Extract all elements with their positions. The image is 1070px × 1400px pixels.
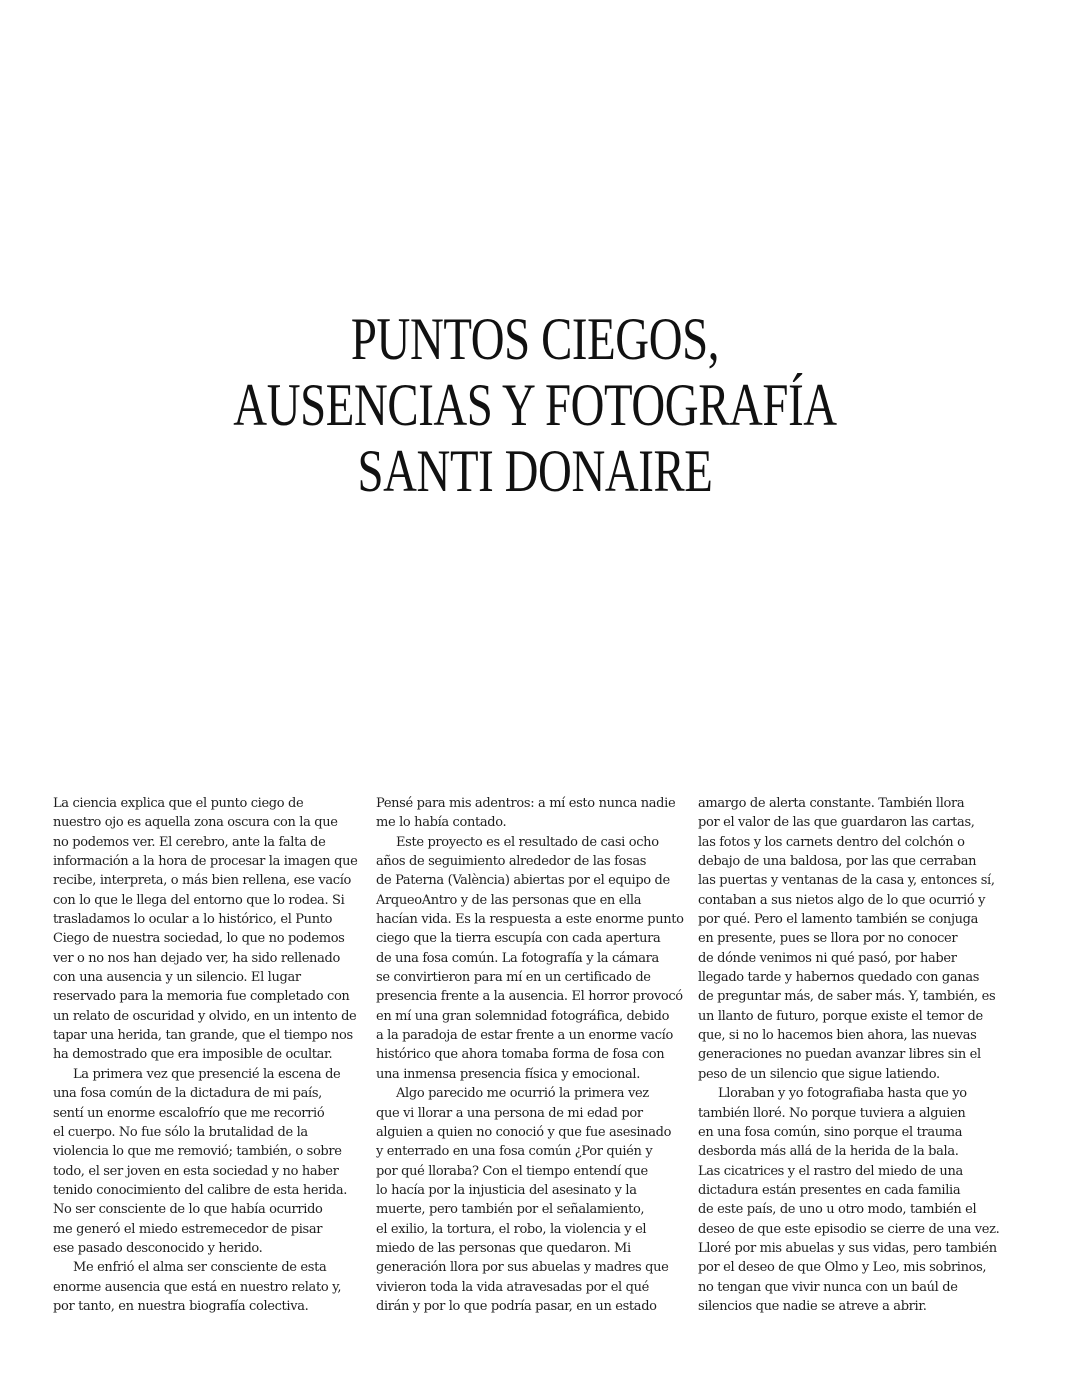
text-line: sentí un enorme escalofrío que me recorrió [53, 1105, 325, 1121]
text-line: violencia lo que me removió; también, o sobre [53, 1144, 342, 1160]
article-column-2 [376, 794, 696, 1316]
text-line: desborda más allá de la herida de la bala. [698, 1144, 959, 1160]
text-line: tenido conocimiento del calibre de esta herida. [53, 1182, 348, 1198]
text-line: una inmensa presencia física y emocional. [376, 1066, 641, 1082]
text-line: La ciencia explica que el punto ciego de [53, 796, 304, 811]
article-column-1 [53, 794, 373, 1316]
text-line: también lloré. No porque tuviera a alguien [698, 1105, 966, 1121]
text-line: un llanto de futuro, porque existe el temor de [698, 1008, 983, 1024]
paragraph-start-line: Este proyecto es el resultado de casi ocho [396, 834, 659, 850]
text-line: reservado para la memoria fue completado con [53, 989, 350, 1005]
text-line: se convirtieron para mí en un certificado de [376, 970, 651, 986]
text-line: vivieron toda la vida atravesadas por el qué [376, 1279, 649, 1295]
text-line: alguien a quien no conoció y que fue asesinado [376, 1124, 672, 1140]
paragraph-start-line: Lloraban y yo fotografiaba hasta que yo [718, 1086, 967, 1102]
title-line: PUNTOS CIEGOS, [350, 306, 720, 372]
text-line: histórico que ahora tomaba forma de fosa con [376, 1047, 665, 1063]
text-line: por el valor de las que guardaron las cartas, [698, 815, 975, 831]
text-line: no podemos ver. El cerebro, ante la falta de [53, 834, 326, 850]
text-line: no tengan que vivir nunca con un baúl de [698, 1279, 958, 1295]
text-line: enorme ausencia que está en nuestro relato y, [53, 1279, 342, 1295]
text-line: llegado tarde y habernos quedado con ganas [698, 970, 980, 986]
text-line: generación llora por sus abuelas y madres que [376, 1260, 669, 1276]
text-line: por el deseo de que Olmo y Leo, mis sobrinos, [698, 1260, 987, 1276]
text-line: las fotos y los carnets dentro del colchón o [698, 834, 965, 850]
text-line: en presente, pues se llora por no conocer [698, 931, 958, 947]
text-line: en una fosa común, sino porque el trauma [698, 1124, 963, 1140]
text-line: el exilio, la tortura, el robo, la violencia y el [376, 1221, 647, 1237]
text-line: las puertas y ventanas de la casa y, entonces sí, [698, 873, 995, 889]
text-line: por qué lloraba? Con el tiempo entendí que [376, 1163, 648, 1179]
text-line: información a la hora de procesar la imagen que [53, 854, 358, 870]
author-name: SANTI DONAIRE [357, 438, 713, 504]
paragraph-start-line: Algo parecido me ocurrió la primera vez [396, 1086, 649, 1102]
text-line: que, si no lo hacemos bien ahora, las nuevas [698, 1028, 977, 1044]
text-line: y enterrado en una fosa común ¿Por quién y [376, 1144, 653, 1160]
text-line: de una fosa común. La fotografía y la cámara [376, 950, 659, 966]
text-line: ha demostrado que era imposible de ocultar. [53, 1047, 333, 1063]
text-line: ciego que la tierra escupía con cada apertura [376, 931, 661, 947]
text-line: miedo de las personas que quedaron. Mi [376, 1240, 631, 1256]
text-line: deseo de que este episodio se cierre de una vez. [698, 1221, 1000, 1237]
title-line: AUSENCIAS Y FOTOGRAFÍA [233, 372, 837, 438]
text-line: ver o no nos han dejado ver, ha sido rellenado [53, 950, 340, 966]
text-line: en mí una gran solemnidad fotográfica, debido [376, 1008, 670, 1024]
page-title [118, 306, 953, 504]
text-line: ese pasado desconocido y herido. [53, 1240, 263, 1256]
text-line: peso de un silencio que sigue latiendo. [698, 1066, 940, 1082]
text-line: debajo de una baldosa, por las que cerraban [698, 854, 977, 870]
text-line: de Paterna (València) abiertas por el equipo de [376, 873, 670, 889]
text-line: Lloré por mis abuelas y sus vidas, pero también [698, 1240, 997, 1256]
text-line: que vi llorar a una persona de mi edad por [376, 1105, 643, 1121]
paragraph-start-line: La primera vez que presencié la escena de [73, 1066, 341, 1082]
text-line: el cuerpo. No fue sólo la brutalidad de la [53, 1124, 308, 1140]
text-line: trasladamos lo ocular a lo histórico, el Punto [53, 912, 333, 928]
text-line: nuestro ojo es aquella zona oscura con la que [53, 815, 338, 831]
text-line: amargo de alerta constante. También llora [698, 796, 965, 811]
text-line: me generó el miedo estremecedor de pisar [53, 1221, 323, 1237]
text-line: con una ausencia y un silencio. El lugar [53, 970, 301, 986]
text-line: todo, el ser joven en esta sociedad y no haber [53, 1163, 339, 1179]
text-line: dirán y por lo que podría pasar, en un estado [376, 1298, 657, 1314]
text-line: contaban a sus nietos algo de lo que ocurrió y [698, 892, 986, 908]
text-line: generaciones no puedan avanzar libres sin el [698, 1047, 981, 1063]
text-line: Pensé para mis adentros: a mí esto nunca nadie [376, 796, 676, 811]
text-line: silencios que nadie se atreve a abrir. [698, 1298, 927, 1314]
paragraph-start-line: Me enfrió el alma ser consciente de esta [73, 1260, 327, 1276]
text-line: con lo que le llega del entorno que lo rodea. Si [53, 892, 345, 908]
text-line: hacían vida. Es la respuesta a este enorme punto [376, 912, 684, 928]
text-line: No ser consciente de lo que había ocurrido [53, 1202, 323, 1218]
text-line: dictadura están presentes en cada familia [698, 1182, 961, 1198]
text-line: años de seguimiento alrededor de las fosas [376, 854, 647, 870]
text-line: tapar una herida, tan grande, que el tiempo nos [53, 1028, 353, 1044]
article-column-3 [698, 794, 1018, 1316]
text-line: Las cicatrices y el rastro del miedo de una [698, 1163, 963, 1179]
text-line: por qué. Pero el lamento también se conjuga [698, 912, 979, 928]
text-line: muerte, pero también por el señalamiento, [376, 1202, 645, 1218]
text-line: presencia frente a la ausencia. El horror provocó [376, 989, 683, 1005]
text-line: una fosa común de la dictadura de mi país, [53, 1086, 322, 1102]
text-line: Ciego de nuestra sociedad, lo que no podemos [53, 931, 345, 947]
text-line: de dónde venimos ni qué pasó, por haber [698, 950, 957, 966]
text-line: lo hacía por la injusticia del asesinato y la [376, 1182, 637, 1198]
text-line: a la paradoja de estar frente a un enorme vacío [376, 1028, 673, 1044]
text-line: recibe, interpreta, o más bien rellena, ese vacío [53, 873, 351, 889]
text-line: por tanto, en nuestra biografía colectiva. [53, 1298, 309, 1314]
text-line: de este país, de uno u otro modo, también el [698, 1202, 977, 1218]
text-line: me lo había contado. [376, 815, 507, 831]
text-line: ArqueoAntro y de las personas que en ella [376, 892, 642, 908]
text-line: un relato de oscuridad y olvido, en un intento de [53, 1008, 357, 1024]
text-line: de preguntar más, de saber más. Y, también, es [698, 989, 996, 1005]
